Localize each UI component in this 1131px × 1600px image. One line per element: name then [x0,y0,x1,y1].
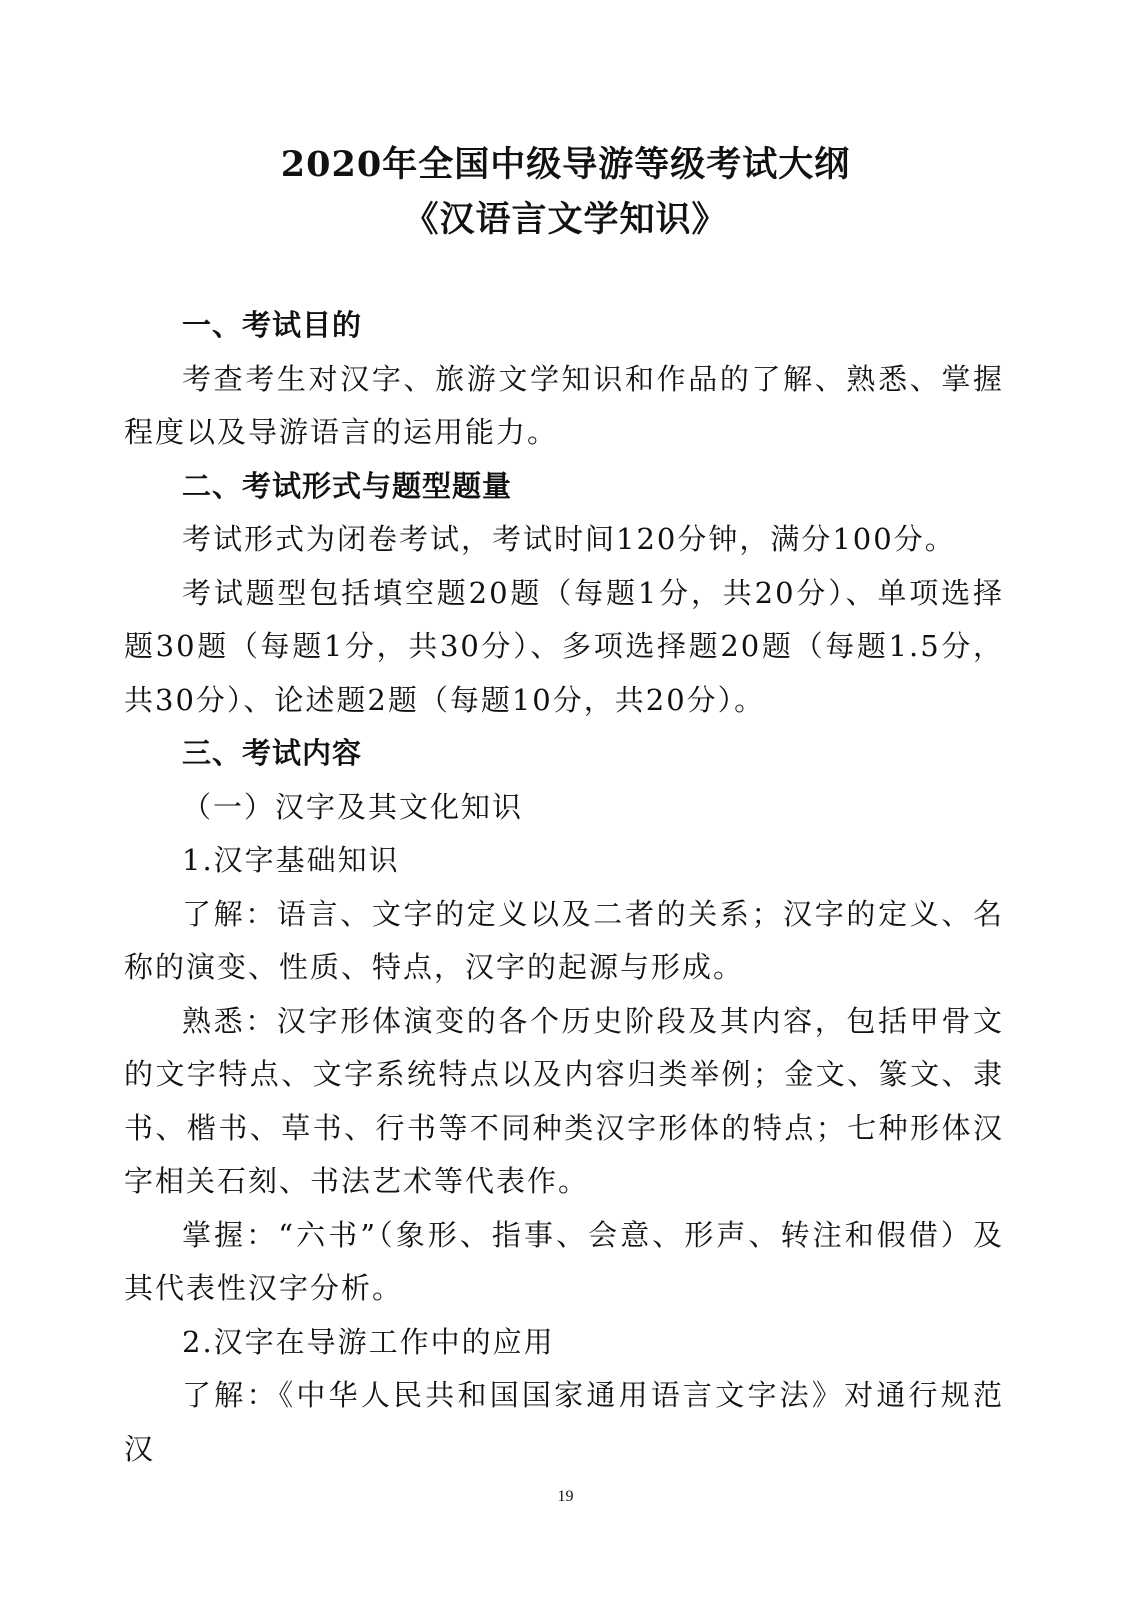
item-heading-basics: 1.汉字基础知识 [182,843,400,877]
paragraph-understand: 了解：语言、文字的定义以及二者的关系；汉字的定义、名称的演变、性质、特点，汉字的起源与形成。 [124,896,1004,984]
item-heading-application: 2.汉字在导游工作中的应用 [182,1324,555,1359]
paragraph-purpose: 考查考生对汉字、旅游文学知识和作品的了解、熟悉、掌握程度以及导游语言的运用能力。 [124,361,1004,449]
paragraph-familiar: 熟悉：汉字形体演变的各个历史阶段及其内容，包括甲骨文的文字特点、文字系统特点以及内容归类举例；金文、篆文、隶书、楷书、草书、行书等不同种类汉字形体的特点；七种形体汉字相关石刻、书法艺术等代表作。 [124,1003,1004,1198]
paragraph-question-types: 考试题型包括填空题20题（每题1分，共20分）、单项选择题30题（每题1分，共30分）、多项选择题20题（每题1.5分，共30分）、论述题2题（每题10分，共20分）。 [124,575,1004,717]
paragraph-exam-format: 考试形式为闭卷考试，考试时间120分钟，满分100分。 [182,522,956,556]
document-subtitle: 《汉语言文学知识》 [403,199,728,240]
paragraph-application-understand: 了解：《中华人民共和国国家通用语言文字法》对通行规范汉 [124,1378,1004,1466]
document-title: 2020年全国中级导游等级考试大纲 [280,144,851,185]
subsection-heading-chinese-characters: （一）汉字及其文化知识 [182,789,524,824]
section-heading-format: 二、考试形式与题型题量 [182,468,513,503]
paragraph-master: 掌握：“六书”（象形、指事、会意、形声、转注和假借）及其代表性汉字分析。 [124,1217,1004,1305]
page-number: 19 [557,1488,574,1505]
section-heading-purpose: 一、考试目的 [182,308,363,342]
document-body [124,299,1004,1476]
section-heading-content: 三、考试内容 [182,736,363,770]
